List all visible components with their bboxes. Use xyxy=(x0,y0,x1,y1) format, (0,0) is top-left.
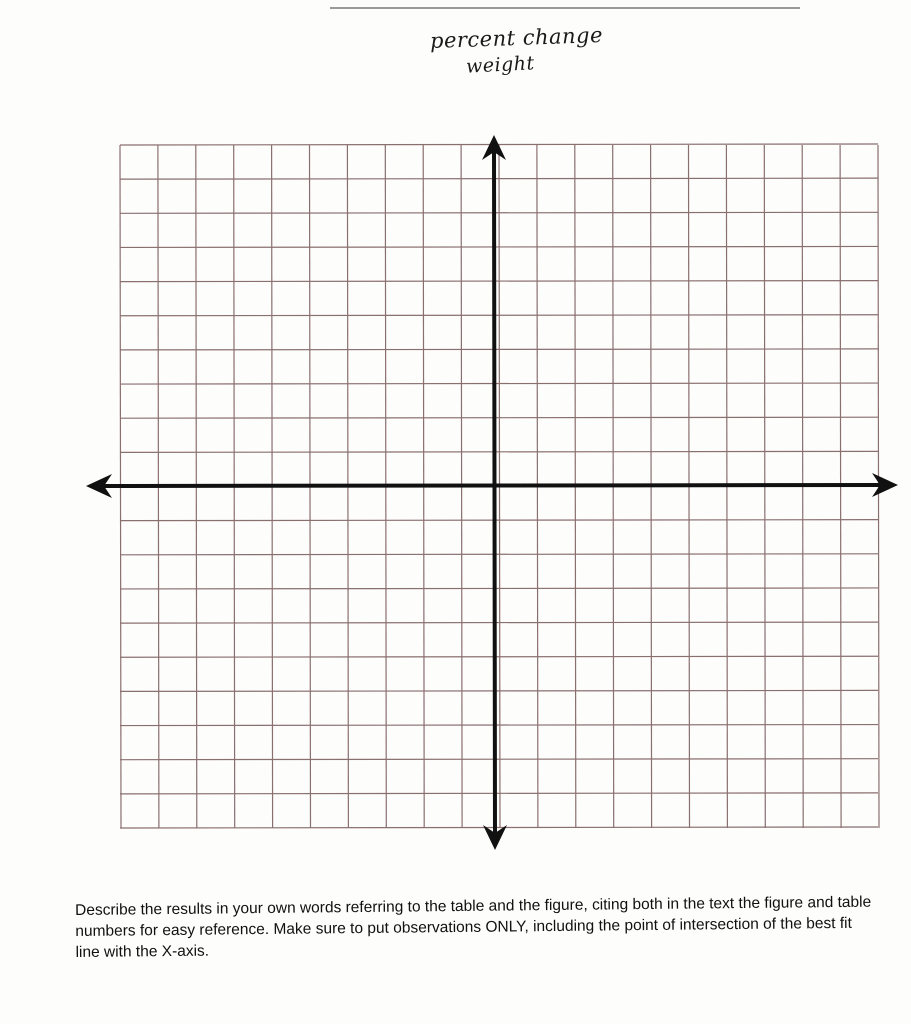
grid-horizontal-line xyxy=(120,144,878,145)
grid-horizontal-line xyxy=(120,588,878,589)
handwritten-label-line2: weight xyxy=(465,52,536,78)
y-axis-line xyxy=(494,150,495,835)
grid-horizontal-line xyxy=(120,759,878,760)
axes xyxy=(86,135,898,850)
handwritten-label-line1: percent change xyxy=(429,22,604,54)
grid-horizontal-line xyxy=(120,725,878,726)
grid-horizontal-line xyxy=(120,793,878,794)
instructions-text: Describe the results in your own words referring to the table and the figure, citing both in the text the figure and table numbers for easy reference. Make sure to put observations ONLY, including the point of intersection of the best fit line with the X-axis. xyxy=(75,893,872,961)
grid-horizontal-line xyxy=(120,622,878,623)
grid-horizontal-line xyxy=(120,690,878,691)
grid-horizontal-line xyxy=(120,827,878,828)
x-axis-line xyxy=(100,485,882,486)
grid-horizontal-line xyxy=(120,656,878,657)
